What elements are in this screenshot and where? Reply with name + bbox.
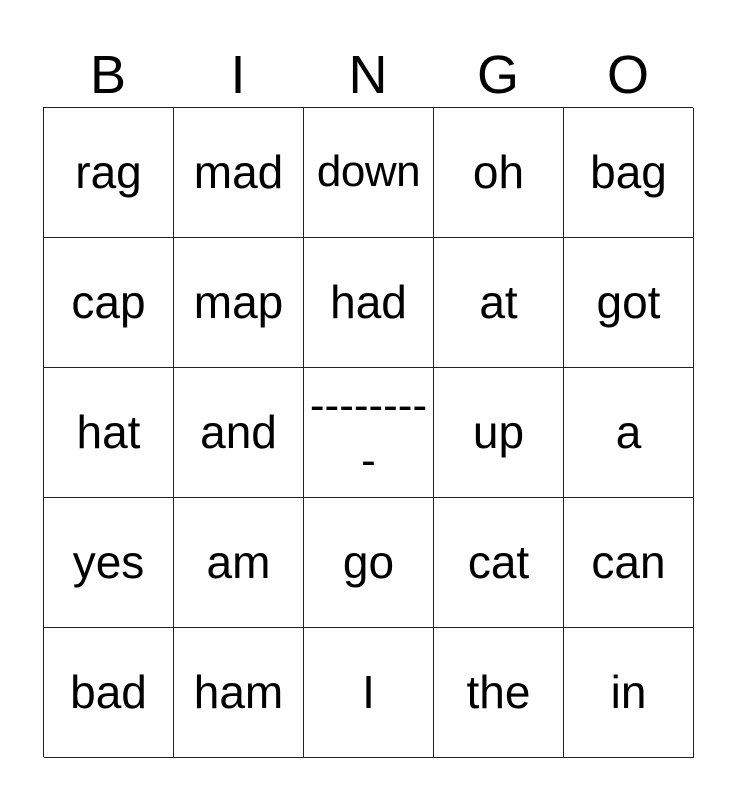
- header-letter-i: I: [230, 45, 246, 105]
- bingo-cell-r4c3[interactable]: go: [304, 498, 434, 628]
- bingo-cell-r2c5[interactable]: got: [564, 238, 694, 368]
- header-letter-b: B: [89, 45, 127, 105]
- bingo-cell-r1c2[interactable]: mad: [174, 108, 304, 238]
- bingo-cell-r3c2[interactable]: and: [174, 368, 304, 498]
- bingo-cell-r1c3[interactable]: down: [304, 108, 434, 238]
- header-letter-n: N: [348, 45, 388, 105]
- bingo-cell-r5c4[interactable]: the: [434, 628, 564, 758]
- bingo-cell-r5c5[interactable]: in: [564, 628, 694, 758]
- bingo-cell-r1c1[interactable]: rag: [44, 108, 174, 238]
- header-letter-o: O: [606, 45, 649, 105]
- header-letter-g: G: [476, 45, 519, 105]
- bingo-cell-r1c5[interactable]: bag: [564, 108, 694, 238]
- bingo-cell-r4c2[interactable]: am: [174, 498, 304, 628]
- bingo-cell-r5c1[interactable]: bad: [44, 628, 174, 758]
- bingo-cell-r2c4[interactable]: at: [434, 238, 564, 368]
- bingo-cell-r2c1[interactable]: cap: [44, 238, 174, 368]
- bingo-header: [43, 44, 693, 106]
- bingo-free-space[interactable]: ---------: [304, 368, 434, 498]
- bingo-cell-r1c4[interactable]: oh: [434, 108, 564, 238]
- bingo-cell-r4c4[interactable]: cat: [434, 498, 564, 628]
- bingo-cell-r3c5[interactable]: a: [564, 368, 694, 498]
- bingo-board: [43, 107, 693, 757]
- bingo-cell-r3c4[interactable]: up: [434, 368, 564, 498]
- bingo-cell-r5c3[interactable]: I: [304, 628, 434, 758]
- bingo-cell-r2c2[interactable]: map: [174, 238, 304, 368]
- bingo-cell-r5c2[interactable]: ham: [174, 628, 304, 758]
- bingo-cell-r4c5[interactable]: can: [564, 498, 694, 628]
- bingo-cell-r2c3[interactable]: had: [304, 238, 434, 368]
- bingo-cell-r4c1[interactable]: yes: [44, 498, 174, 628]
- bingo-cell-r3c1[interactable]: hat: [44, 368, 174, 498]
